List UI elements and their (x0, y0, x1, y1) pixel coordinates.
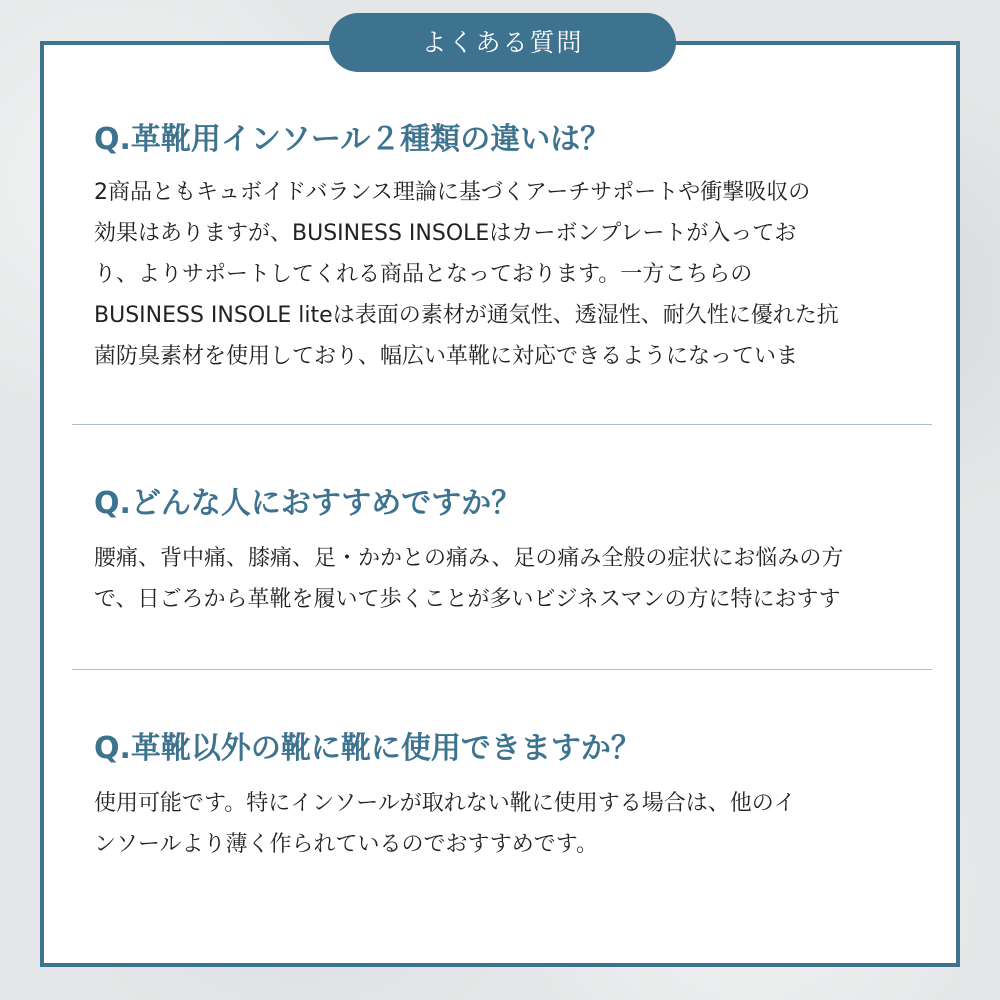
faq-answer-1-line-2: 効果はありますが、BUSINESS INSOLEはカーボンプレートが入ってお (94, 221, 797, 246)
faq-answer-1-line-3: り、よりサポートしてくれる商品となっております。一方こちらの (94, 262, 753, 287)
divider-2 (72, 669, 932, 670)
faq-item-3 (94, 729, 914, 865)
faq-header-title: よくある質問 (329, 13, 676, 72)
faq-card (40, 41, 960, 967)
faq-question-2: Q.どんな人におすすめですか？ (94, 486, 522, 521)
faq-answer-1-line-4: BUSINESS INSOLE liteは表面の素材が通気性、透湿性、耐久性に優れた抗 (94, 303, 839, 328)
faq-answer-2-line-2: で、日ごろから革靴を履いて歩くことが多いビジネスマンの方に特におすす (94, 587, 841, 612)
faq-answer-1-line-1: 2商品ともキュボイドバランス理論に基づくアーチサポートや衝撃吸収の (94, 180, 811, 205)
faq-question-1: Q.革靴用インソール２種類の違いは？ (94, 122, 611, 157)
divider-1 (72, 424, 932, 425)
faq-answer-3-line-1: 使用可能です。特にインソールが取れない靴に使用する場合は、他のイ (94, 791, 796, 816)
faq-answer-2 (94, 538, 914, 620)
faq-item-1 (94, 120, 914, 377)
faq-item-2 (94, 484, 914, 620)
faq-answer-2-line-1: 腰痛、背中痛、膝痛、足・かかとの痛み、足の痛み全般の症状にお悩みの方 (94, 546, 844, 571)
faq-answer-3-line-2: ンソールより薄く作られているのでおすすめです。 (94, 832, 599, 857)
faq-answer-1 (94, 172, 914, 377)
faq-answer-3 (94, 783, 914, 865)
faq-question-3: Q.革靴以外の靴に靴に使用できますか？ (94, 731, 641, 766)
faq-answer-1-line-5: 菌防臭素材を使用しており、幅広い革靴に対応できるようになっていま (94, 344, 799, 369)
